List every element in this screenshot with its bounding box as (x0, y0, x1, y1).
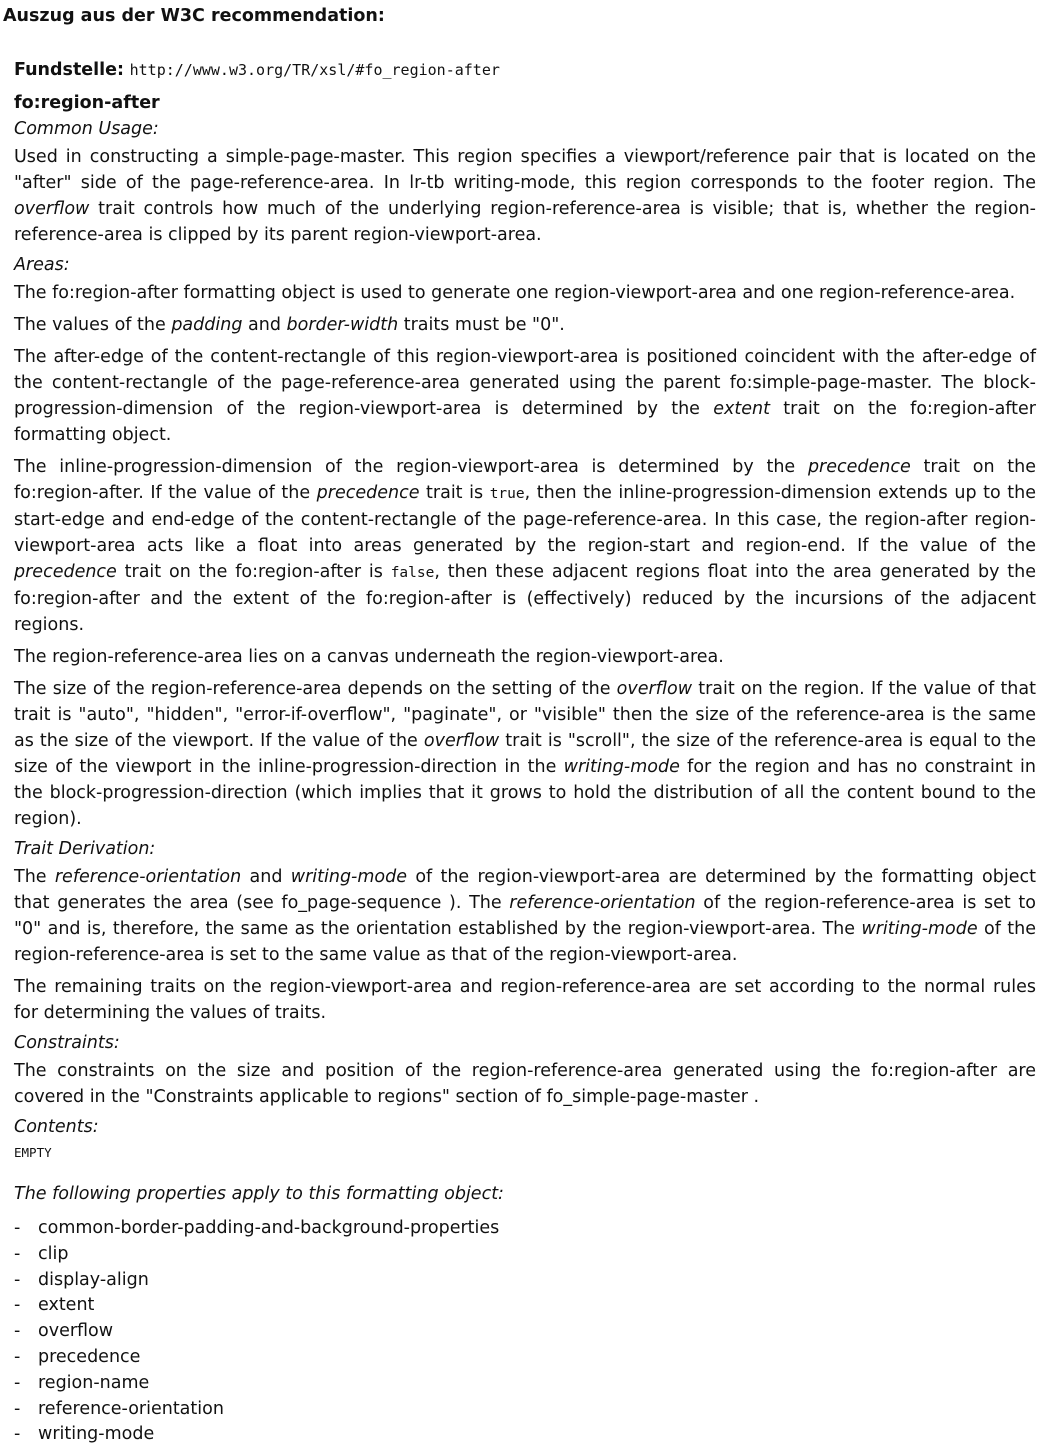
source-label: Fundstelle: (14, 60, 125, 80)
emphasis-run: overflow (616, 679, 693, 699)
element-title: fo:region-after (14, 93, 160, 113)
text-run: for the region and has no constraint in the block-progression-direction (which implies that it grows to hold the distribution of all the content bound to the region). (14, 757, 1036, 829)
text-run: trait is (419, 483, 490, 503)
property-name: extent (38, 1295, 95, 1316)
text-run: trait on the fo:region-after formatting object. (14, 399, 1036, 445)
property-item (14, 1319, 1036, 1345)
text-run: Used in constructing a simple-page-master. This region specifies a viewport/reference pair that is located on the "after" side of the page-reference-area. In lr-tb writing-mode, this region corresponds to the footer region. The (14, 147, 1036, 193)
property-name: display-align (38, 1269, 149, 1290)
areas-paragraph-1: The fo:region-after formatting object is used to generate one region-viewport-area and one region-reference-area. (14, 283, 1016, 303)
list-dash: - (14, 1372, 21, 1393)
constraints-label: Constraints: (14, 1033, 120, 1053)
property-name: clip (38, 1243, 69, 1264)
source-url: http://www.w3.org/TR/xsl/#fo_region-after (129, 61, 500, 79)
emphasis-run: reference-orientation (54, 867, 242, 887)
properties-list (14, 1216, 1036, 1448)
text-run: trait controls how much of the underlying region-reference-area is visible; that is, whether the region-reference-area is clipped by its parent region-viewport-area. (14, 199, 1036, 245)
emphasis-run: extent (713, 399, 770, 419)
text-run: The values of the (14, 315, 172, 335)
emphasis-run: precedence (14, 562, 117, 582)
text-run: and (241, 867, 291, 887)
text-run: The (14, 867, 55, 887)
emphasis-run: precedence (807, 457, 911, 477)
emphasis-run: border-width (286, 315, 399, 335)
code-run: false (390, 565, 435, 581)
text-run: of the region-viewport-area are determined by the formatting object that generates the area (see fo_page-sequence ). The (14, 867, 1036, 913)
property-item (14, 1268, 1036, 1294)
text-run: of the region-reference-area is set to the same value as that of the region-viewport-area. (14, 919, 1036, 965)
list-dash: - (14, 1321, 21, 1342)
trait-paragraph-1 (14, 864, 1036, 968)
page-heading: Auszug aus der W3C recommendation: (3, 6, 385, 26)
property-name: common-border-padding-and-background-properties (38, 1218, 500, 1238)
areas-paragraph-2 (14, 312, 1036, 338)
property-name: reference-orientation (38, 1398, 224, 1419)
document-content (14, 58, 1036, 1448)
contents-label: Contents: (14, 1117, 99, 1137)
property-name: overflow (38, 1321, 114, 1342)
text-run: trait on the fo:region-after is (116, 562, 391, 582)
property-item (14, 1216, 1036, 1242)
constraints-paragraph: The constraints on the size and position of the region-reference-area generated using the fo:region-after are covered in the "Constraints applicable to regions" section of fo_simple-page-master . (14, 1061, 1036, 1107)
property-item (14, 1371, 1036, 1397)
list-dash: - (14, 1398, 21, 1419)
property-item (14, 1422, 1036, 1448)
emphasis-run: overflow (423, 731, 500, 751)
property-item (14, 1242, 1036, 1268)
text-run: The after-edge of the content-rectangle of this region-viewport-area is positioned coincident with the after-edge of the content-rectangle of the page-reference-area generated using the parent fo:simple-page-master. The block-progression-dimension of the region-viewport-area is determined by the (14, 347, 1036, 419)
text-run: of the region-reference-area is set to "0" and is, therefore, the same as the orientation established by the region-viewport-area. The (14, 893, 1036, 939)
emphasis-run: reference-orientation (509, 893, 696, 913)
text-run: trait is "scroll", the size of the reference-area is equal to the size of the viewport in the inline-progression-direction in the (14, 731, 1036, 777)
source-reference (14, 58, 1036, 82)
emphasis-run: writing-mode (563, 757, 680, 777)
emphasis-run: writing-mode (861, 919, 978, 939)
list-dash: - (14, 1269, 21, 1290)
list-dash: - (14, 1295, 21, 1316)
contents-value: EMPTY (14, 1145, 52, 1160)
common-usage-paragraph (14, 144, 1036, 248)
property-name: precedence (38, 1346, 141, 1367)
code-run: true (489, 486, 525, 502)
text-run: , then the inline-progression-dimension extends up to the start-edge and end-edge of the content-rectangle of the page-reference-area. In this case, the region-after region-viewport-area acts like a float into areas generated by the region-start and region-end. If the value of the (14, 483, 1036, 556)
property-item (14, 1345, 1036, 1371)
areas-paragraph-4 (14, 454, 1036, 638)
emphasis-run: padding (171, 315, 243, 335)
text-run: , then these adjacent regions float into the area generated by the fo:region-after and the extent of the fo:region-after is (effectively) reduced by the incursions of the adjacent regions. (14, 562, 1036, 635)
text-run: The size of the region-reference-area depends on the setting of the (14, 679, 617, 699)
trait-derivation-label: Trait Derivation: (14, 839, 156, 859)
properties-intro: The following properties apply to this formatting object: (14, 1184, 504, 1204)
text-run: traits must be "0". (398, 315, 565, 335)
areas-paragraph-3 (14, 344, 1036, 448)
property-name: region-name (38, 1372, 150, 1393)
areas-paragraph-5: The region-reference-area lies on a canvas underneath the region-viewport-area. (14, 647, 724, 667)
areas-paragraph-6 (14, 676, 1036, 832)
property-item (14, 1293, 1036, 1319)
text-run: trait on the fo:region-after. If the value of the (14, 457, 1036, 503)
emphasis-run: overflow (14, 199, 90, 219)
text-run: The inline-progression-dimension of the region-viewport-area is determined by the (14, 457, 808, 477)
areas-label: Areas: (14, 255, 70, 275)
text-run: and (242, 315, 287, 335)
list-dash: - (14, 1346, 21, 1367)
list-dash: - (14, 1243, 21, 1264)
emphasis-run: writing-mode (290, 867, 408, 887)
list-dash: - (14, 1218, 21, 1238)
text-run: trait on the region. If the value of that trait is "auto", "hidden", "error-if-overflow", "paginate", or "visible" then the size of the reference-area is the same as the size of the viewport. If the value of the (14, 679, 1036, 751)
trait-paragraph-2: The remaining traits on the region-viewport-area and region-reference-area are set according to the normal rules for determining the values of traits. (14, 977, 1036, 1023)
common-usage-label: Common Usage: (14, 119, 159, 139)
emphasis-run: precedence (316, 483, 420, 503)
property-name: writing-mode (38, 1424, 155, 1445)
list-dash: - (14, 1424, 21, 1445)
